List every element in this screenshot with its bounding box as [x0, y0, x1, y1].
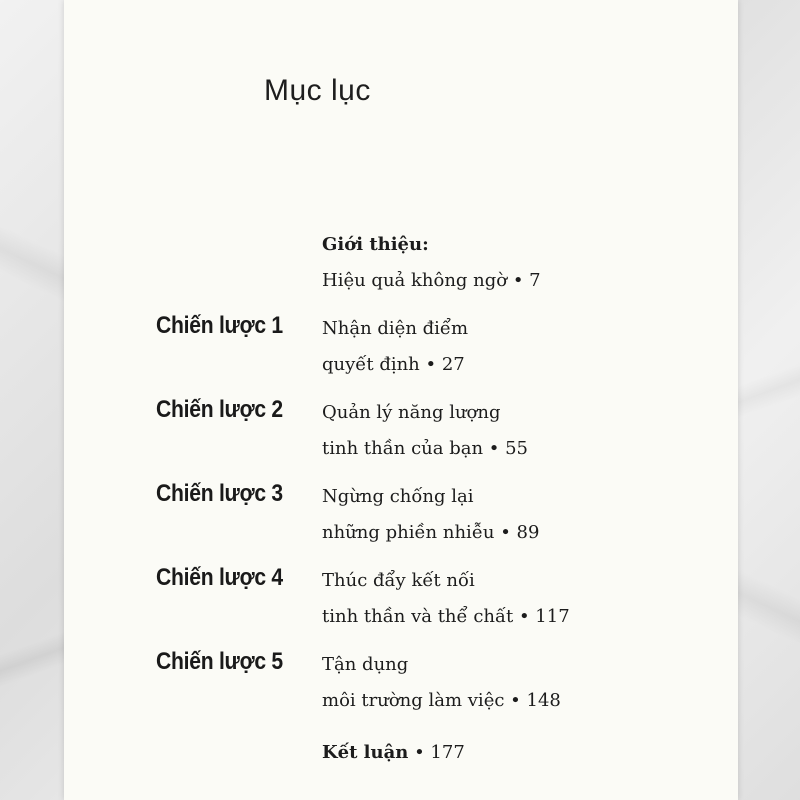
strategy-4-title-line1: Thúc đẩy kết nối — [322, 570, 475, 591]
page-title: Mục lục — [264, 74, 371, 107]
strategy-3-title-line2: những phiền nhiễu • 89 — [322, 522, 540, 543]
conclusion-page: • 177 — [414, 742, 465, 763]
strategy-1-title-line1: Nhận diện điểm — [322, 318, 469, 339]
strategy-5-title-line2: môi trường làm việc • 148 — [322, 690, 561, 711]
strategy-4-title-line2: tinh thần và thể chất • 117 — [322, 606, 570, 627]
strategy-1-title-line2: quyết định • 27 — [322, 354, 465, 375]
strategy-3-title-line1: Ngừng chống lại — [322, 486, 474, 507]
intro-heading: Giới thiệu: — [322, 234, 429, 255]
strategy-3-label: Chiến lược 3 — [156, 480, 283, 507]
strategy-4-label: Chiến lược 4 — [156, 564, 283, 591]
strategy-2-title-line2: tinh thần của bạn • 55 — [322, 438, 529, 459]
book-page — [64, 0, 738, 800]
strategy-5-title-line1: Tận dụng — [322, 654, 409, 675]
strategy-2-label: Chiến lược 2 — [156, 396, 283, 423]
strategy-5-label: Chiến lược 5 — [156, 648, 283, 675]
conclusion-label: Kết luận — [322, 742, 409, 763]
intro-line: Hiệu quả không ngờ • 7 — [322, 270, 541, 291]
conclusion-entry — [322, 742, 465, 763]
strategy-1-label: Chiến lược 1 — [156, 312, 283, 339]
strategy-2-title-line1: Quản lý năng lượng — [322, 402, 501, 423]
